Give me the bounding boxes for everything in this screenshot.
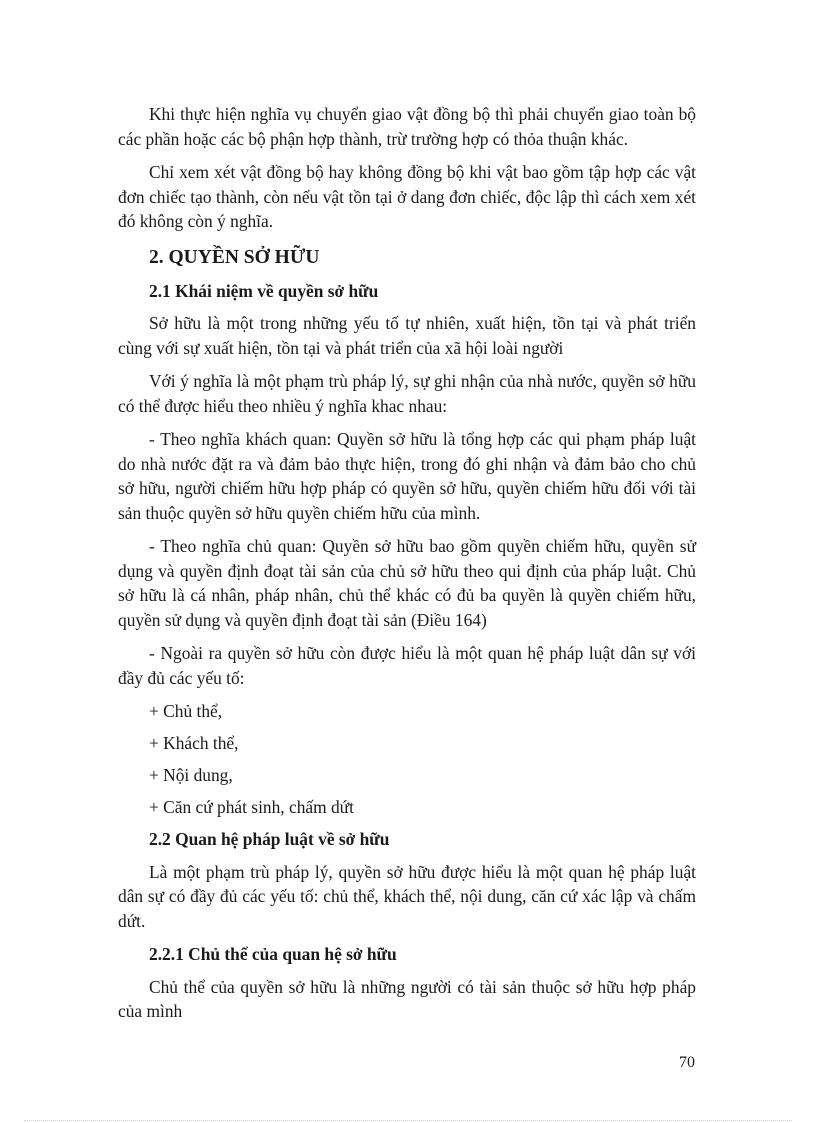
subsection-title: 2.1 Khái niệm về quyền sở hữu (149, 280, 379, 301)
paragraph-synchronous-consideration: Chỉ xem xét vật đồng bộ hay không đồng bộ khi vật bao gồm tập hợp các vật đơn chiếc tạo thành, còn nếu vật tồn tại ở dang đơn chiếc, độc lập thì cách xem xét đó không còn ý nghĩa. (118, 162, 696, 231)
paragraph-ownership-relation: Là một phạm trù pháp lý, quyền sở hữu được hiểu là một quan hệ pháp luật dân sự có đầy đủ các yếu tố: chủ thể, khách thể, nội dung, căn cứ xác lập và chấm dứt. (118, 861, 696, 931)
subsection-title: 2.2.1 Chủ thể của quan hệ sở hữu (149, 944, 397, 964)
list-item: + Chủ thể, (149, 701, 223, 721)
list-item: + Căn cứ phát sinh, chấm dứt (149, 797, 354, 817)
paragraph-legal-relationship: - Ngoài ra quyền sở hữu còn được hiểu là một quan hệ pháp luật dân sự với đầy đủ các yếu tố: (118, 643, 696, 688)
paragraph-ownership-meaning: Với ý nghĩa là một phạm trù pháp lý, sự ghi nhận của nhà nước, quyền sở hữu có thể được hiểu theo nhiều ý nghĩa khac nhau: (118, 371, 696, 416)
paragraph-synchronous-transfer: Khi thực hiện nghĩa vụ chuyển giao vật đồng bộ thì phải chuyển giao toàn bộ các phần hoặc các bộ phận hợp thành, trừ trường hợp có thỏa thuận khác. (118, 104, 696, 149)
section-title: 2. QUYỀN SỞ HỮU (149, 246, 320, 268)
paragraph-subjective-meaning: - Theo nghĩa chủ quan: Quyền sở hữu bao gồm quyền chiếm hữu, quyền sử dụng và quyền định đoạt tài sản của chủ sở hữu theo qui định của pháp luật. Chủ sở hữu là cá nhân, pháp nhân, chủ thể khác có đủ ba quyền là quyền chiếm hữu, quyền sử dụng và quyền định đoạt tài sản (Điều 164) (118, 536, 696, 630)
page-number: 70 (679, 1054, 695, 1071)
paragraph-objective-meaning: - Theo nghĩa khách quan: Quyền sở hữu là tổng hợp các qui phạm pháp luật do nhà nước đặt ra và đảm bảo thực hiện, trong đó ghi nhận và đảm bảo cho chủ sở hữu, người chiếm hữu hợp pháp có quyền sở hữu, quyền chiếm hữu đối với tài sản thuộc quyền sở hữu quyền chiếm hữu của mình. (118, 429, 696, 523)
document-page (118, 102, 696, 1033)
paragraph-ownership-origin: Sở hữu là một trong những yếu tố tự nhiên, xuất hiện, tồn tại và phát triển cùng với sự xuất hiện, tồn tại và phát triển của xã hội loài người (118, 313, 696, 358)
list-item: + Khách thể, (149, 733, 239, 753)
paragraph-ownership-subject: Chủ thể của quyền sở hữu là những người có tài sản thuộc sở hữu hợp pháp của mình (118, 976, 696, 1021)
list-item: + Nội dung, (149, 765, 233, 785)
page-bottom-divider (24, 1120, 792, 1121)
subsection-title: 2.2 Quan hệ pháp luật về sở hữu (149, 829, 390, 849)
